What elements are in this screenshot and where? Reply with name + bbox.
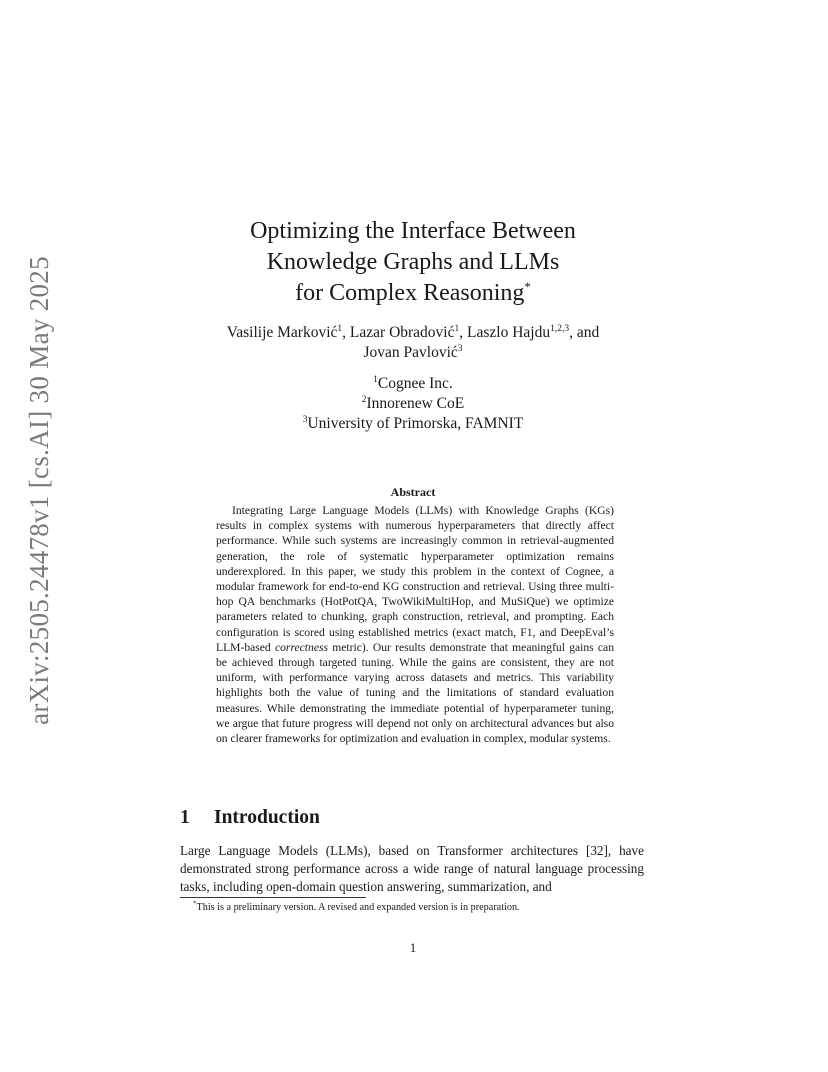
title-line-2: Knowledge Graphs and LLMs: [266, 249, 560, 275]
title-footnote-mark: *: [524, 279, 531, 294]
footnote-mark: *: [193, 899, 197, 908]
author-affiliation-mark: 1,2,3: [550, 323, 570, 334]
affiliation: $^2$Innorenew CoE: [361, 394, 465, 412]
title-line-1: Optimizing the Interface Between: [250, 218, 576, 244]
abstract-italic-term: correctness: [274, 640, 328, 654]
author-name: Jovan Pavlović: [363, 344, 458, 361]
footnote: [193, 899, 520, 913]
affiliation: $^3$University of Primorska, FAMNIT: [302, 414, 524, 432]
author-affiliation-mark: 1: [454, 323, 460, 334]
intro-paragraph: Large Language Models (LLMs), based on Transformer architectures [32], have demonstrated strong performance across a wide range of natural language processing tasks, including open-domain question answering, summarization, and: [180, 843, 644, 894]
affiliation: $^1$Cognee Inc.: [373, 374, 453, 392]
author-list: [180, 323, 646, 363]
section-number: 1: [180, 807, 190, 828]
author-name: Vasilije Marković: [226, 324, 338, 341]
arxiv-identifier: [18, 255, 60, 725]
affiliation-list: [180, 374, 646, 434]
author-line-2: [180, 343, 646, 363]
abstract-heading: Abstract: [390, 485, 436, 499]
footnote-text: This is a preliminary version. A revised and expanded version is in preparation.: [196, 902, 520, 913]
author-name: Lazar Obradović: [349, 324, 455, 341]
author-name: Laszlo Hajdu: [467, 324, 551, 341]
section-title: Introduction: [214, 807, 320, 828]
section-heading: [180, 807, 320, 829]
arxiv-identifier-text: arXiv:2505.24478v1 [cs.AI] 30 May 2025: [23, 255, 54, 725]
footnote-rule: [180, 897, 366, 898]
abstract-body: Integrating Large Language Models (LLMs) with Knowledge Graphs (KGs) results in complex systems with numerous hyperparameters that directly affect performance. While such systems are increasingly common in retrieval-augmented generation, the role of systematic hyperparameter optimization remains underexplored. In this paper, we study this problem in the context of Cognee, a modular framework for end-to-end KG construction and retrieval. Using three multi-hop QA benchmarks (HotPotQA, TwoWikiMultiHop, and MuSiQue) we optimize parameters related to chunking, graph construction, retrieval, and prompting. Each configuration is scored using established metrics (exact match, F1, and DeepEval’s LLM-based correctness metric). Our results demonstrate that meaningful gains can be achieved through targeted tuning. While the gains are consistent, they are not uniform, with performance varying across datasets and metrics. This variability highlights both the value of tuning and the limitations of standard evaluation measures. While demonstrating the immediate potential of hyperparameter tuning, we argue that future progress will depend not only on architectural advances but also on clearer frameworks for optimization and evaluation in complex, modular systems.: [216, 504, 614, 746]
author-line-1: Vasilije Marković$^1$, Lazar Obradović$^1$, Laszlo Hajdu$^{1,2,3}$, and: [226, 323, 600, 341]
paper-title: [180, 216, 646, 309]
author-affiliation-mark: 1: [337, 323, 343, 334]
page-number: 1: [409, 940, 417, 955]
title-line-3: for Complex Reasoning*: [295, 279, 531, 306]
author-affiliation-mark: 3: [457, 343, 463, 354]
